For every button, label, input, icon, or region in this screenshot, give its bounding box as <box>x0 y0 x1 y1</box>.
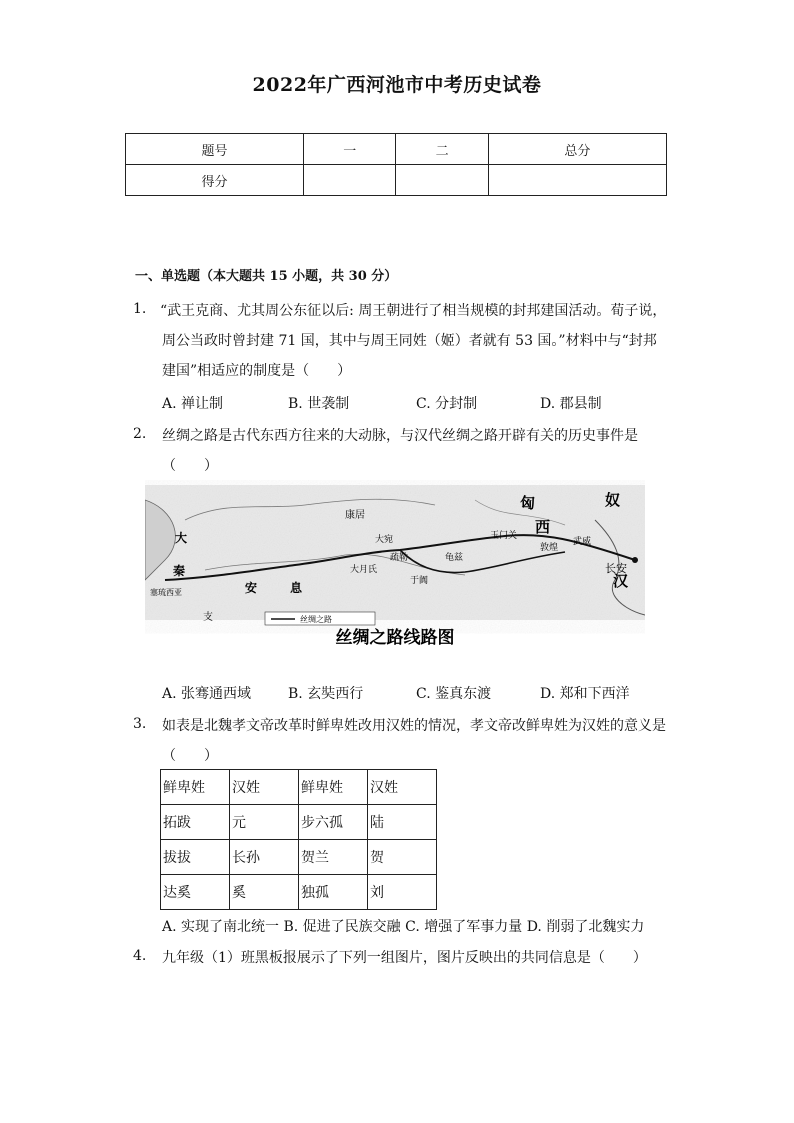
map-label-changan: 长安 <box>605 562 627 575</box>
option-d[interactable]: D. 郑和下西洋 <box>540 686 630 702</box>
score-table-header-row <box>126 134 667 165</box>
map-label-dayuan: 大宛 <box>375 535 394 545</box>
map-label-guizi: 龟兹 <box>445 553 464 563</box>
table-cell: 鲜卑姓 <box>299 770 368 805</box>
table-cell: 长孙 <box>230 840 299 875</box>
question-text-line: 如表是北魏孝文帝改革时鲜卑姓改用汉姓的情况，孝文帝改鲜卑姓为汉姓的意义是 <box>162 718 666 734</box>
table-row <box>161 770 437 805</box>
option-b[interactable]: B. 玄奘西行 <box>288 686 364 702</box>
table-cell: 刘 <box>368 875 437 910</box>
map-label-da: 大 <box>175 531 188 545</box>
map-label-xiongnu-2: 奴 <box>605 491 621 509</box>
options-row <box>162 683 630 703</box>
changan-marker <box>632 557 638 563</box>
option-d[interactable]: D. 削弱了北魏实力 <box>526 919 645 935</box>
table-cell: 鲜卑姓 <box>161 770 230 805</box>
table-cell: 陆 <box>368 805 437 840</box>
question-text-line: 丝绸之路是古代东西方往来的大动脉，与汉代丝绸之路开辟有关的历史事件是 <box>162 428 638 444</box>
option-c[interactable]: C. 增强了军事力量 <box>405 919 523 935</box>
score-header-cell: 二 <box>396 134 488 165</box>
map-label-yumenguan: 玉门关 <box>490 531 518 541</box>
map-label-xi2: 息 <box>290 581 303 595</box>
map-label-qin: 秦 <box>173 564 186 578</box>
option-a[interactable]: A. 实现了南北统一 <box>162 919 280 935</box>
score-cell <box>304 165 396 196</box>
map-label-an: 安 <box>245 581 258 595</box>
option-c[interactable]: C. 分封制 <box>416 396 478 412</box>
map-label-han: 汉 <box>613 572 629 590</box>
map-label-xi: 西 <box>535 518 551 536</box>
map-label-zhi: 支 <box>203 612 213 623</box>
map-legend-text: 丝绸之路 <box>300 615 332 624</box>
score-cell <box>396 165 488 196</box>
score-table-score-row <box>126 165 667 196</box>
table-cell: 汉姓 <box>368 770 437 805</box>
option-c[interactable]: C. 鉴真东渡 <box>416 686 492 702</box>
silk-road-map <box>145 480 645 650</box>
question-text-line: 九年级（1）班黑板报展示了下列一组图片，图片反映出的共同信息是（ ） <box>162 950 647 966</box>
table-row <box>161 840 437 875</box>
table-cell: 拓跋 <box>161 805 230 840</box>
score-header-cell: 题号 <box>126 134 304 165</box>
section-heading: 一、单选题（本大题共 15 小题，共 30 分） <box>135 269 398 284</box>
table-cell: 元 <box>230 805 299 840</box>
question-text-line: 建国”相适应的制度是（ ） <box>162 363 352 379</box>
score-row-label: 得分 <box>126 165 304 196</box>
options-row <box>162 393 602 413</box>
question-text-line: 周公当政时曾封建 71 国，其中与周王同姓（姬）者就有 53 国。”材料中与“封邦 <box>162 333 657 349</box>
map-caption: 丝绸之路线路图 <box>335 628 455 648</box>
table-cell: 独孤 <box>299 875 368 910</box>
surname-table <box>160 769 437 910</box>
option-d[interactable]: D. 郡县制 <box>540 396 602 412</box>
score-header-cell: 总分 <box>488 134 666 165</box>
question-number: 2. <box>133 426 147 442</box>
question-number: 4. <box>133 948 147 964</box>
table-cell: 达奚 <box>161 875 230 910</box>
map-label-yutian: 于阗 <box>410 576 429 586</box>
option-b[interactable]: B. 促进了民族交融 <box>283 919 401 935</box>
map-label-xiongnu-1: 匈 <box>520 494 536 512</box>
table-cell: 步六孤 <box>299 805 368 840</box>
option-b[interactable]: B. 世袭制 <box>288 396 350 412</box>
score-table <box>125 133 667 196</box>
table-row <box>161 805 437 840</box>
question-number: 1. <box>133 301 147 317</box>
question-text-line: （ ） <box>162 748 218 764</box>
map-label-dunhuang: 敦煌 <box>540 543 559 553</box>
map-label-shule: 疏勒 <box>390 553 409 563</box>
table-cell: 贺 <box>368 840 437 875</box>
map-label-wuwei: 武威 <box>573 537 592 547</box>
table-cell: 贺兰 <box>299 840 368 875</box>
map-label-seleucia: 塞琉西亚 <box>150 588 182 597</box>
question-text-line: （ ） <box>162 458 218 474</box>
table-cell: 汉姓 <box>230 770 299 805</box>
question-number: 3. <box>133 716 147 732</box>
map-label-dayuezhi: 大月氏 <box>350 565 378 575</box>
options-row <box>162 916 644 936</box>
question-text-line: “武王克商、尤其周公东征以后: 周王朝进行了相当规模的封邦建国活动。荀子说， <box>160 303 667 319</box>
map-label-kangju: 康居 <box>345 510 365 521</box>
table-row <box>161 875 437 910</box>
option-a[interactable]: A. 张骞通西域 <box>162 686 252 702</box>
score-cell <box>488 165 666 196</box>
page-title: 2022年广西河池市中考历史试卷 <box>252 74 542 96</box>
score-header-cell: 一 <box>304 134 396 165</box>
option-a[interactable]: A. 禅让制 <box>162 396 224 412</box>
table-cell: 奚 <box>230 875 299 910</box>
table-cell: 拔拔 <box>161 840 230 875</box>
